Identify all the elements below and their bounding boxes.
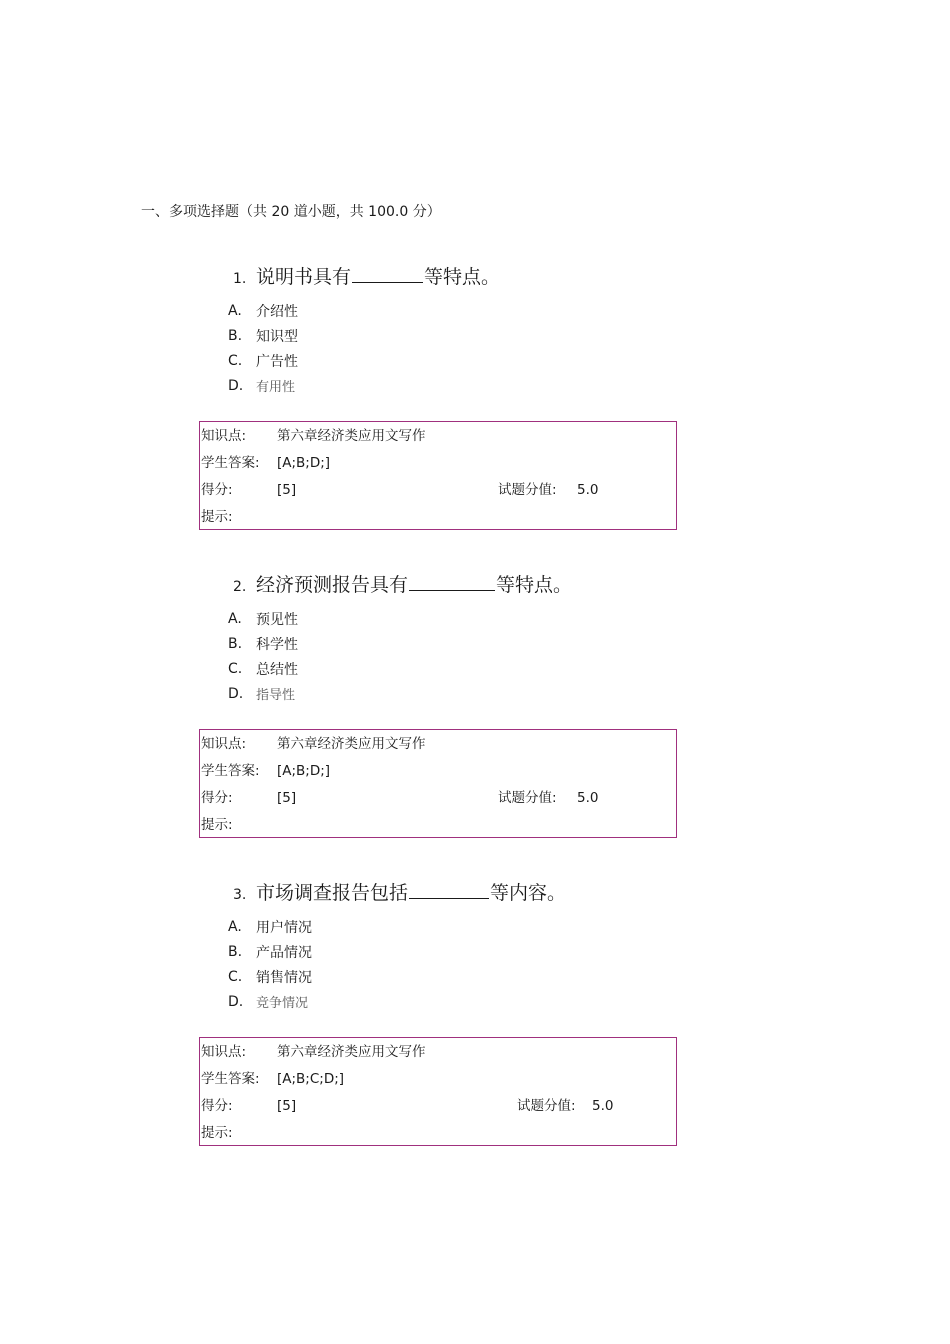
knowledge-point-value: 第六章经济类应用文写作 (277, 428, 426, 444)
student-answer-value: [A;B;D;] (277, 455, 331, 471)
option-letter: C. (228, 352, 243, 369)
question-number: 1. (233, 271, 247, 287)
option-text: 科学性 (256, 636, 298, 653)
answer-blank (409, 589, 495, 591)
question-number: 2. (233, 579, 247, 595)
option-letter: B. (228, 327, 243, 344)
option-list (228, 298, 298, 398)
score-row (201, 480, 671, 500)
question-text-after: 等特点。 (424, 266, 501, 288)
option-text: 总结性 (256, 661, 298, 678)
answer-blank (352, 281, 423, 283)
option-b (228, 323, 298, 348)
student-answer-value: [A;B;D;] (277, 763, 331, 779)
option-text: 竞争情况 (256, 996, 309, 1011)
full-score-label: 试题分值: (498, 482, 557, 498)
option-letter: A. (228, 918, 242, 935)
option-list (228, 914, 312, 1014)
score-label: 得分: (201, 482, 233, 498)
hint-label: 提示: (201, 817, 233, 833)
option-text: 广告性 (256, 353, 298, 370)
hint-label: 提示: (201, 1125, 233, 1141)
option-letter: D. (228, 377, 244, 394)
score-value: [5] (277, 482, 297, 498)
full-score-value: 5.0 (577, 482, 599, 498)
option-letter: C. (228, 660, 243, 677)
question-text-after: 等特点。 (496, 574, 573, 596)
option-letter: A. (228, 302, 242, 319)
student-answer-value: [A;B;C;D;] (277, 1071, 345, 1087)
full-score-value: 5.0 (577, 790, 599, 806)
full-score-value: 5.0 (592, 1098, 614, 1114)
question-text-before: 经济预测报告具有 (256, 574, 409, 596)
question-title (233, 878, 566, 908)
question-title (233, 262, 500, 292)
score-row (201, 788, 671, 808)
score-value: [5] (277, 790, 297, 806)
option-a (228, 914, 312, 939)
option-a (228, 298, 298, 323)
option-d (228, 373, 298, 398)
question-text-after: 等内容。 (490, 882, 567, 904)
question-text-before: 说明书具有 (256, 266, 352, 288)
option-letter: C. (228, 968, 243, 985)
full-score-label: 试题分值: (498, 790, 557, 806)
answer-info-box (199, 1037, 677, 1146)
option-b (228, 939, 312, 964)
student-answer-label: 学生答案: (201, 455, 260, 471)
option-text: 用户情况 (256, 919, 312, 936)
option-list (228, 606, 298, 706)
knowledge-point-label: 知识点: (201, 428, 247, 444)
full-score-label: 试题分值: (517, 1098, 576, 1114)
option-a (228, 606, 298, 631)
score-label: 得分: (201, 790, 233, 806)
answer-info-box (199, 729, 677, 838)
score-label: 得分: (201, 1098, 233, 1114)
knowledge-point-label: 知识点: (201, 1044, 247, 1060)
question-title (233, 570, 572, 600)
question-text-before: 市场调查报告包括 (256, 882, 409, 904)
option-letter: A. (228, 610, 242, 627)
question-number: 3. (233, 887, 247, 903)
option-text: 指导性 (256, 688, 296, 703)
score-value: [5] (277, 1098, 297, 1114)
student-answer-label: 学生答案: (201, 763, 260, 779)
knowledge-point-value: 第六章经济类应用文写作 (277, 736, 426, 752)
option-b (228, 631, 298, 656)
option-text: 销售情况 (256, 969, 312, 986)
knowledge-point-value: 第六章经济类应用文写作 (277, 1044, 426, 1060)
answer-blank (409, 897, 489, 899)
option-d (228, 681, 298, 706)
option-letter: B. (228, 943, 243, 960)
answer-info-box (199, 421, 677, 530)
option-c (228, 964, 312, 989)
hint-label: 提示: (201, 509, 233, 525)
option-letter: B. (228, 635, 243, 652)
option-letter: D. (228, 685, 244, 702)
score-row (201, 1096, 671, 1116)
option-text: 介绍性 (256, 303, 298, 320)
option-text: 预见性 (256, 611, 298, 628)
option-text: 产品情况 (256, 944, 312, 961)
option-d (228, 989, 312, 1014)
option-text: 知识型 (256, 328, 298, 345)
knowledge-point-label: 知识点: (201, 736, 247, 752)
student-answer-label: 学生答案: (201, 1071, 260, 1087)
option-c (228, 348, 298, 373)
option-letter: D. (228, 993, 244, 1010)
option-c (228, 656, 298, 681)
section-title: 一、多项选择题（共 20 道小题，共 100.0 分） (141, 204, 441, 220)
option-text: 有用性 (256, 380, 296, 395)
